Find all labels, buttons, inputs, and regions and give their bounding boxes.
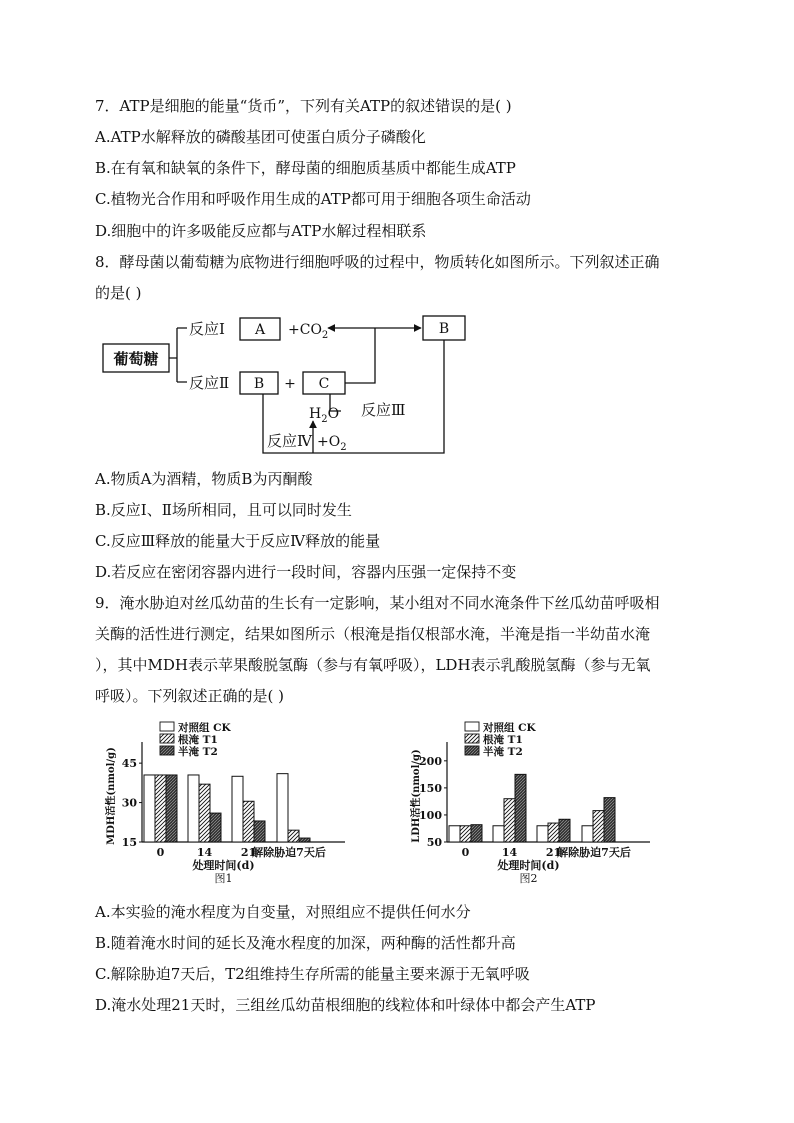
co2-label: $+CO_2$ [288,322,329,341]
bar-1-1 [504,799,515,842]
legend-swatch [465,734,479,743]
bar-2-0 [537,826,548,842]
bar-3-2 [604,798,615,842]
q7-option-d: D.细胞中的许多吸能反应都与ATP水解过程相联系 [95,222,427,240]
q8-option-c: C.反应Ⅲ释放的能量大于反应Ⅳ释放的能量 [95,532,381,550]
figure-caption: 图2 [519,872,538,885]
q8-option-b: B.反应Ⅰ、Ⅱ场所相同，且可以同时发生 [95,501,352,519]
bar-3-0 [582,826,593,842]
y-tick-label: 15 [121,836,137,849]
q9-stem-line-1: 9．淹水胁迫对丝瓜幼苗的生长有一定影响，某小组对不同水淹条件下丝瓜幼苗呼吸相 [95,594,660,612]
box-c-label: C [318,376,330,392]
q8-option-d: D.若反应在密闭容器内进行一段时间，容器内压强一定保持不变 [95,563,517,581]
box-b-top-label: B [438,321,450,337]
q7-option-a: A.ATP水解释放的磷酸基团可使蛋白质分子磷酸化 [95,128,426,146]
bar-1-1 [199,784,210,842]
bar-0-0 [144,775,155,842]
glucose-label: 葡萄糖 [113,350,159,368]
legend-swatch [160,722,174,731]
bar-1-2 [515,774,526,842]
x-tick-label: 21 [545,846,562,859]
q9-stem-line-4: 呼吸）。下列叙述正确的是( ) [95,687,284,705]
bar-1-0 [188,775,199,842]
x-tick-label: 0 [156,846,165,859]
x-axis-label: 处理时间(d) [497,859,560,872]
bar-2-2 [559,819,570,842]
x-tick-label: 解除胁迫7天后 [252,846,326,859]
mdh-activity-chart [100,718,360,888]
x-tick-label: 14 [196,846,213,859]
bar-3-1 [593,811,604,842]
bar-0-0 [449,826,460,842]
q7-option-b: B.在有氧和缺氧的条件下，酵母菌的细胞质基质中都能生成ATP [95,159,516,177]
y-tick-label: 150 [419,781,442,795]
q9-stem-line-2: 关酶的活性进行测定，结果如图所示（根淹是指仅根部水淹，半淹是指一半幼苗水淹 [95,625,651,643]
x-tick-label: 21 [240,846,257,859]
bar-2-2 [254,821,265,842]
reaction3-line [345,328,375,383]
bar-0-1 [460,826,471,842]
bar-3-2 [299,838,310,842]
box-a-label: A [254,322,266,338]
figure-caption: 图1 [214,872,233,885]
q9-option-a: A.本实验的淹水程度为自变量，对照组应不提供任何水分 [95,903,471,921]
legend-label: 根淹 T1 [178,734,218,746]
box-b-mid-label: B [253,376,265,392]
legend-swatch [160,734,174,743]
bar-3-1 [288,830,299,842]
ldh-activity-chart [405,718,665,888]
legend-label: 半淹 T2 [483,746,523,758]
q9-stem-line-3: ），其中MDH表示苹果酸脱氢酶（参与有氧呼吸），LDH表示乳酸脱氢酶（参与无氧 [95,656,651,674]
bar-1-0 [493,826,504,842]
legend-label: 对照组 CK [178,722,231,734]
y-tick-label: 30 [121,796,137,810]
q9-option-b: B.随着淹水时间的延长及淹水程度的加深，两种酶的活性都升高 [95,934,516,952]
x-tick-label: 14 [501,846,518,859]
x-tick-label: 0 [461,846,470,859]
y-tick-label: 200 [419,754,442,768]
q8-stem-line-2: 的是( ) [95,284,142,302]
o2-label: $+O_2$ [317,434,347,453]
legend-label: 根淹 T1 [483,734,523,746]
y-tick-label: 100 [419,808,442,822]
bar-2-1 [243,801,254,842]
legend-swatch [160,746,174,755]
bar-1-2 [210,813,221,842]
legend-label: 半淹 T2 [178,746,218,758]
bar-0-2 [471,825,482,842]
y-axis-label: LDH活性(nmol/g) [411,749,422,843]
q7-stem: 7．ATP是细胞的能量“货币”，下列有关ATP的叙述错误的是( ) [95,97,512,115]
x-axis-label: 处理时间(d) [192,859,255,872]
reaction-3-label: 反应Ⅲ [361,401,406,419]
x-tick-label: 解除胁迫7天后 [557,846,631,859]
q7-option-c: C.植物光合作用和呼吸作用生成的ATP都可用于细胞各项生命活动 [95,190,531,208]
reaction-2-label: 反应Ⅱ [189,374,230,392]
y-tick-label: 50 [426,836,442,849]
legend-swatch [465,746,479,755]
y-tick-label: 45 [121,757,137,771]
bar-0-1 [155,775,166,842]
respiration-diagram [95,308,495,458]
bar-2-0 [232,776,243,842]
q8-stem-line-1: 8．酵母菌以葡萄糖为底物进行细胞呼吸的过程中，物质转化如图所示。下列叙述正确 [95,253,660,271]
h2o-label: $H_2O$ [309,406,340,425]
reaction-1-label: 反应Ⅰ [189,320,225,338]
bracket-line [169,328,187,382]
y-axis-label: MDH活性(nmol/g) [106,747,117,845]
bar-3-0 [277,774,288,842]
legend-label: 对照组 CK [483,722,536,734]
plus-sign: + [284,376,296,392]
q9-option-d: D.淹水处理21天时，三组丝瓜幼苗根细胞的线粒体和叶绿体中都会产生ATP [95,996,596,1014]
bar-0-2 [166,775,177,842]
legend-swatch [465,722,479,731]
q8-option-a: A.物质A为酒精，物质B为丙酮酸 [95,470,313,488]
q9-option-c: C.解除胁迫7天后，T2组维持生存所需的能量主要来源于无氧呼吸 [95,965,530,983]
reaction-4-label: 反应Ⅳ [267,432,312,450]
bar-2-1 [548,823,559,842]
